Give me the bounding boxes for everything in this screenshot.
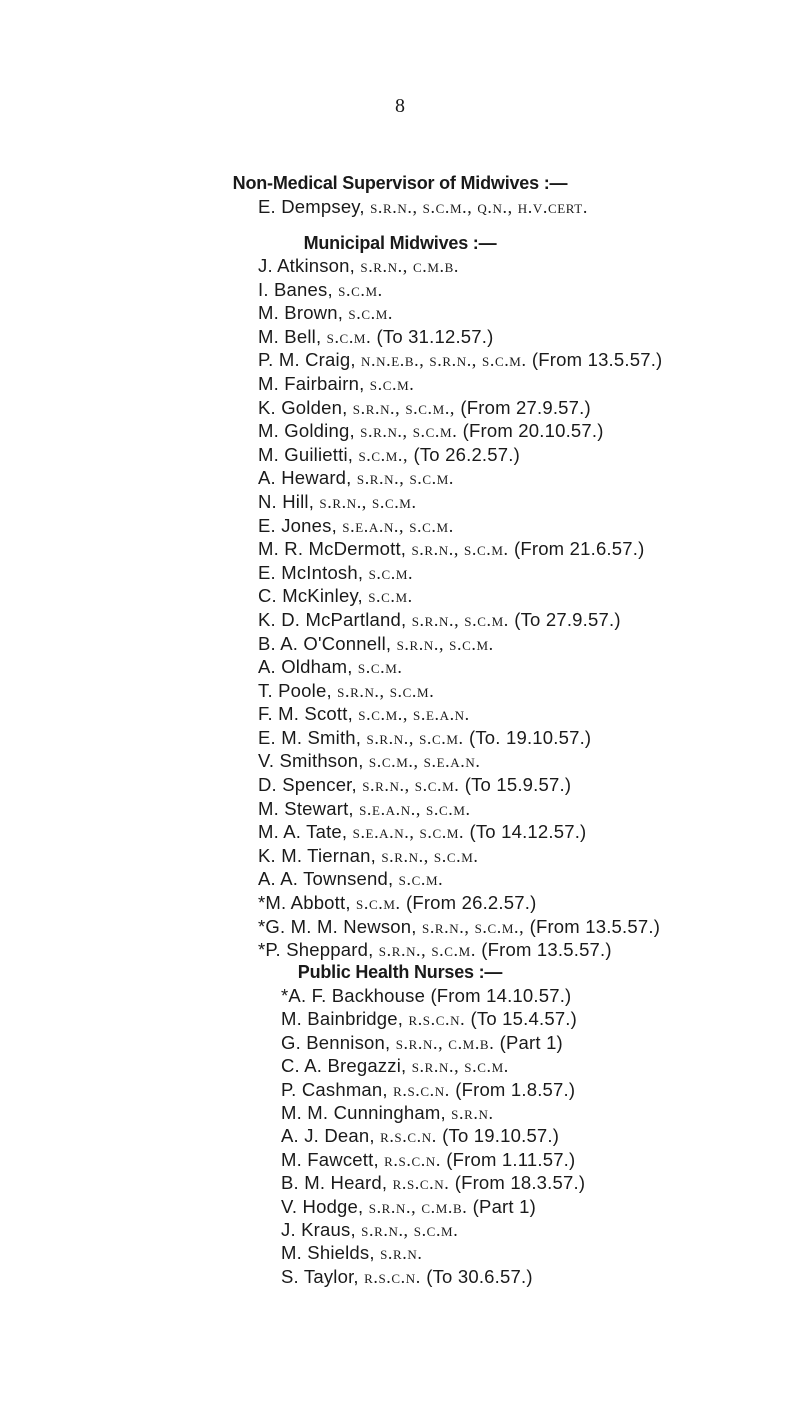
entry-name: E. Jones, [258,514,337,536]
list-item [258,655,662,679]
list-item [258,749,662,773]
list-item [258,537,662,561]
entry-name: V. Smithson, [258,750,364,772]
entry-qualifications: s.c.m. [348,303,393,324]
entry-name: M. Guilietti, [258,443,354,465]
entry-qualifications: s.r.n., s.c.m. [361,1219,459,1240]
entry-name: G. Bennison, [281,1031,391,1053]
entry-note: (To 19.10.57.) [442,1125,560,1147]
entry-name: A. A. Townsend, [258,868,394,890]
entry-qualifications: s.c.m. [356,893,401,914]
entry-name: A. Heward, [258,467,352,489]
list-item [258,584,662,608]
entry-name: M. M. Cunningham, [281,1101,446,1123]
entry-note: (From 13.5.57.) [531,349,663,371]
entry-name: M. Brown, [258,302,344,324]
entry-qualifications: r.s.c.n. [393,1079,450,1100]
entry-name: J. Kraus, [281,1218,356,1240]
entry-name: K. D. McPartland, [258,608,407,630]
list-item [281,1007,585,1030]
page-number: 8 [395,95,405,117]
list-item [258,419,662,443]
entry-qualifications: s.c.m. [357,657,403,678]
entry-qualifications: s.r.n. [380,1243,423,1264]
entry-qualifications: s.c.m. [338,279,383,300]
entry-note: (From 13.5.57.) [529,915,661,937]
list-item [281,984,585,1007]
entry-qualifications: s.c.m., s.e.a.n. [358,704,470,725]
entry-qualifications: s.r.n. [451,1102,494,1123]
list-item [258,372,662,396]
entry-name: D. Spencer, [258,774,357,796]
list-item [258,773,662,797]
entry-qualifications: s.r.n., s.c.m. [411,609,509,630]
entry-qualifications: s.c.m. [368,562,414,583]
entry-name: *P. Sheppard, [258,939,374,961]
list-item [281,1031,585,1054]
list-item [281,1241,585,1264]
entry-note: (To 15.4.57.) [470,1008,578,1030]
entry-qualifications: r.s.c.n. [380,1126,437,1147]
list-item [258,608,662,632]
list-item [258,844,662,868]
entry-qualifications: s.r.n., s.c.m. [411,1056,509,1077]
entry-name: M. Stewart, [258,797,354,819]
entry-note: (From 13.5.57.) [481,939,612,961]
entry-name: M. Shields, [281,1242,375,1264]
list-public-health-nurses [281,984,585,1288]
list-item [281,1265,585,1288]
entry-note: (From 20.10.57.) [462,420,604,442]
entry-note: (To. 19.10.57.) [468,726,592,748]
entry-qualifications: s.r.n., s.c.m. [396,633,494,654]
list-municipal-midwives [258,254,662,962]
entry-qualifications: s.r.n., c.m.b. [395,1032,495,1053]
entry-name: E. Dempsey, [258,196,365,217]
list-item [258,632,662,656]
entry-note: (To 31.12.57.) [376,325,494,347]
entry-name: *A. F. Backhouse [281,985,426,1006]
list-item [281,1078,585,1101]
entry-qualifications: r.s.c.n. [392,1173,450,1194]
list-item [258,348,662,372]
entry-note: (To 15.9.57.) [464,774,572,796]
entry-name: M. Fawcett, [281,1148,379,1170]
entry-qualifications: s.c.m. [398,869,444,890]
entry-qualifications: s.c.m. [369,373,415,394]
entry-name: M. Bell, [258,325,322,347]
entry-note: (From 26.2.57.) [405,892,537,914]
entry-note: (Part 1) [499,1031,563,1053]
entry-name: F. M. Scott, [258,703,353,725]
entry-name: A. Oldham, [258,656,353,678]
entry-note: (Part 1) [472,1195,536,1217]
entry-name: M. Golding, [258,420,355,442]
entry-qualifications: s.r.n., s.c.m. [360,421,458,442]
list-item [281,1171,585,1194]
entry-name: M. Bainbridge, [281,1008,404,1030]
entry-qualifications: s.r.n., s.c.m., q.n., h.v.cert. [370,197,588,217]
entry-name: E. McIntosh, [258,561,364,583]
entry-name: A. J. Dean, [281,1125,375,1147]
list-item [258,867,662,891]
entry-name: B. A. O'Connell, [258,632,392,654]
entry-name: K. M. Tiernan, [258,844,376,866]
entry-note: (From 27.9.57.) [460,396,591,418]
entry-name: B. M. Heard, [281,1172,388,1194]
entry-name: K. Golden, [258,396,348,418]
entry-qualifications: n.n.e.b., s.r.n., s.c.m. [361,350,527,371]
entry-qualifications: r.s.c.n. [364,1266,421,1287]
entry-qualifications: s.e.a.n., s.c.m. [342,515,454,536]
entry-qualifications: s.c.m. [368,586,413,607]
list-item [258,254,662,278]
list-item [258,702,662,726]
entry-name: M. Fairbairn, [258,372,365,394]
entry-qualifications: s.r.n., s.c.m. [411,539,509,560]
list-supervisor [258,195,588,219]
list-item [258,195,588,219]
list-item [281,1101,585,1124]
entry-qualifications: s.c.m. [326,326,372,347]
entry-qualifications: s.r.n., s.c.m., [352,397,456,418]
entry-qualifications: s.r.n., s.c.m., [421,916,525,937]
entry-qualifications: s.e.a.n., s.c.m. [352,822,465,843]
entry-name: C. A. Bregazzi, [281,1055,407,1077]
entry-note: (To 30.6.57.) [426,1265,533,1287]
list-item [258,679,662,703]
entry-name: M. A. Tate, [258,821,348,843]
entry-name: N. Hill, [258,490,315,512]
entry-name: M. R. McDermott, [258,538,407,560]
entry-qualifications: s.r.n., s.c.m. [337,680,435,701]
entry-note: (From 1.11.57.) [446,1148,576,1170]
heading-municipal-midwives: Municipal Midwives :— [303,233,497,253]
list-item [258,325,662,349]
list-item [258,396,662,420]
entry-name: S. Taylor, [281,1265,359,1287]
entry-qualifications: r.s.c.n. [384,1149,441,1170]
entry-qualifications: s.c.m., [358,444,409,465]
list-item [258,301,662,325]
heading-public-health-nurses: Public Health Nurses :— [297,962,503,982]
list-item [258,514,662,538]
list-item [281,1195,585,1218]
entry-name: T. Poole, [258,679,332,701]
entry-name: P. M. Craig, [258,349,356,371]
entry-name: *G. M. M. Newson, [258,915,417,937]
entry-note: (From 21.6.57.) [513,538,645,560]
entry-note: (To 27.9.57.) [514,608,621,630]
entry-note: (To 26.2.57.) [413,443,520,465]
list-item [258,443,662,467]
entry-name: P. Cashman, [281,1078,388,1100]
entry-qualifications: r.s.c.n. [408,1009,466,1030]
entry-qualifications: s.c.m., s.e.a.n. [368,751,481,772]
entry-note: (From 1.8.57.) [455,1078,576,1100]
entry-qualifications: s.r.n., s.c.m. [366,727,464,748]
entry-qualifications: s.r.n., s.c.m. [381,845,479,866]
entry-qualifications: s.r.n., s.c.m. [378,940,476,961]
list-item [258,561,662,585]
entry-note: (To 14.12.57.) [469,821,587,843]
entry-qualifications: s.r.n., s.c.m. [356,468,455,489]
list-item [281,1148,585,1171]
list-item [258,490,662,514]
list-item [258,891,662,915]
list-item [281,1124,585,1147]
entry-name: V. Hodge, [281,1195,364,1217]
entry-name: E. M. Smith, [258,726,362,748]
entry-qualifications: s.r.n., c.m.b. [368,1196,468,1217]
entry-qualifications: s.r.n., s.c.m. [319,491,417,512]
entry-qualifications: s.e.a.n., s.c.m. [359,798,471,819]
entry-note: (From 14.10.57.) [430,985,572,1006]
entry-qualifications: s.r.n., c.m.b. [360,256,459,276]
heading-supervisor: Non-Medical Supervisor of Midwives :— [232,173,568,193]
entry-name: I. Banes, [258,278,333,300]
list-item [258,726,662,750]
entry-note: (From 18.3.57.) [454,1172,586,1194]
list-item [258,278,662,302]
list-item [258,820,662,844]
list-item [258,938,662,962]
entry-name: J. Atkinson, [258,255,356,276]
entry-name: C. McKinley, [258,585,363,607]
list-item [281,1054,585,1077]
entry-qualifications: s.r.n., s.c.m. [362,775,460,796]
list-item [258,466,662,490]
list-item [258,915,662,939]
entry-name: *M. Abbott, [258,892,351,914]
list-item [258,797,662,821]
list-item [281,1218,585,1241]
